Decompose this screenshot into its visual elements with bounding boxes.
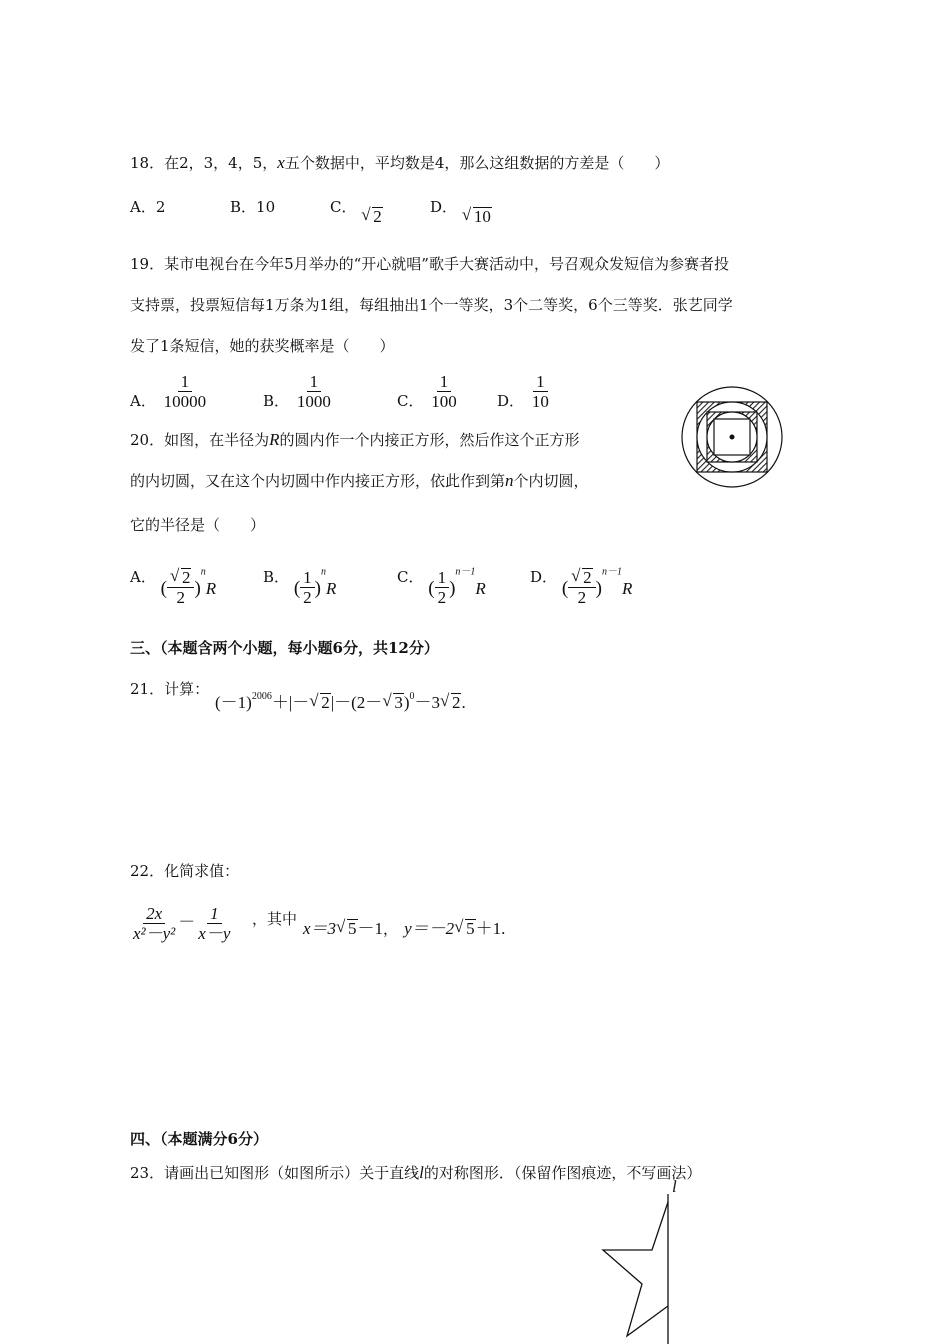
q18-option-a: A．2 — [130, 198, 166, 216]
q18-stem: 18．在2，3，4，5，x五个数据中，平均数是4，那么这组数据的方差是（ ） — [130, 153, 670, 172]
q20-var-n: n — [505, 471, 514, 490]
q20-option-b: B． ( $\frac{1}{2}$ )$^n$R — [263, 566, 337, 607]
q20-option-a: A． ( √ $\frac{2}{2}$ )$^n$R — [130, 560, 216, 599]
section-4-heading: 四、（本题满分6分） — [130, 1130, 268, 1148]
q19-option-c: C． $\frac{1}{100}$ — [397, 372, 457, 411]
nested-circles-squares-figure — [677, 382, 787, 492]
q19-option-b: B． $\frac{1}{1000}$ — [263, 372, 331, 411]
q18-option-d: D． √ 10 — [430, 196, 492, 218]
axis-label-l: l — [672, 1177, 677, 1196]
q22-values: x＝3√ 5－1， y＝－2√ 5＋1. — [303, 918, 505, 940]
q23-line-l: l — [419, 1163, 424, 1182]
q19-option-a: A． $\frac{1}{10000}$ — [130, 372, 207, 411]
q21-expression: $(-1)^{2006}+|-√$ 2|－(2－√ 3)$^0$－3√ 2. — [215, 686, 466, 714]
q20-line1: 20．如图，在半径为R的圆内作一个内接正方形，然后作这个正方形 — [130, 430, 580, 449]
q19-option-d: D． $\frac{1}{10}$ — [497, 372, 549, 411]
q20-line2: 的内切圆，又在这个内切圆中作内接正方形，依此作到第n个内切圆， — [130, 471, 589, 490]
q18-option-c: C． √ 2 — [330, 196, 383, 218]
q18-option-b: B．10 — [230, 198, 276, 216]
q18-var-x: x — [277, 153, 285, 172]
q22-stem: 22．化简求值： — [130, 862, 240, 880]
q19-line2: 支持票，投票短信每1万条为1组，每组抽出1个一等奖，3个二等奖，6个三等奖．张艺同学 — [130, 296, 733, 314]
q22-expression: $\frac{2x}{\text{x²－y²}}$ － $\frac{1}{x-y}$ — [133, 904, 231, 943]
q23-stem: 23．请画出已知图形（如图所示）关于直线l的对称图形．（保留作图痕迹，不写画法） — [130, 1163, 702, 1182]
q19-line3: 发了1条短信，她的获奖概率是（ ） — [130, 337, 395, 355]
q22-where: ，其中 — [252, 910, 298, 928]
section-3-heading: 三、（本题含两个小题，每小题6分，共12分） — [130, 639, 439, 657]
q20-radius-r: R — [269, 430, 280, 449]
q20-option-d: D． ( √ $\frac{2}{2}$ )$^{n-1}$R — [530, 560, 632, 599]
q19-line1: 19．某市电视台在今年5月举办的“开心就唱”歌手大赛活动中，号召观众发短信为参赛者投 — [130, 255, 729, 273]
q20-line3: 它的半径是（ ） — [130, 516, 266, 534]
q20-option-c: C． ( $\frac{1}{2}$ )$^{n-1}$R — [397, 566, 486, 607]
q21-stem: 21．计算： — [130, 680, 210, 698]
half-star-figure — [600, 1194, 710, 1344]
